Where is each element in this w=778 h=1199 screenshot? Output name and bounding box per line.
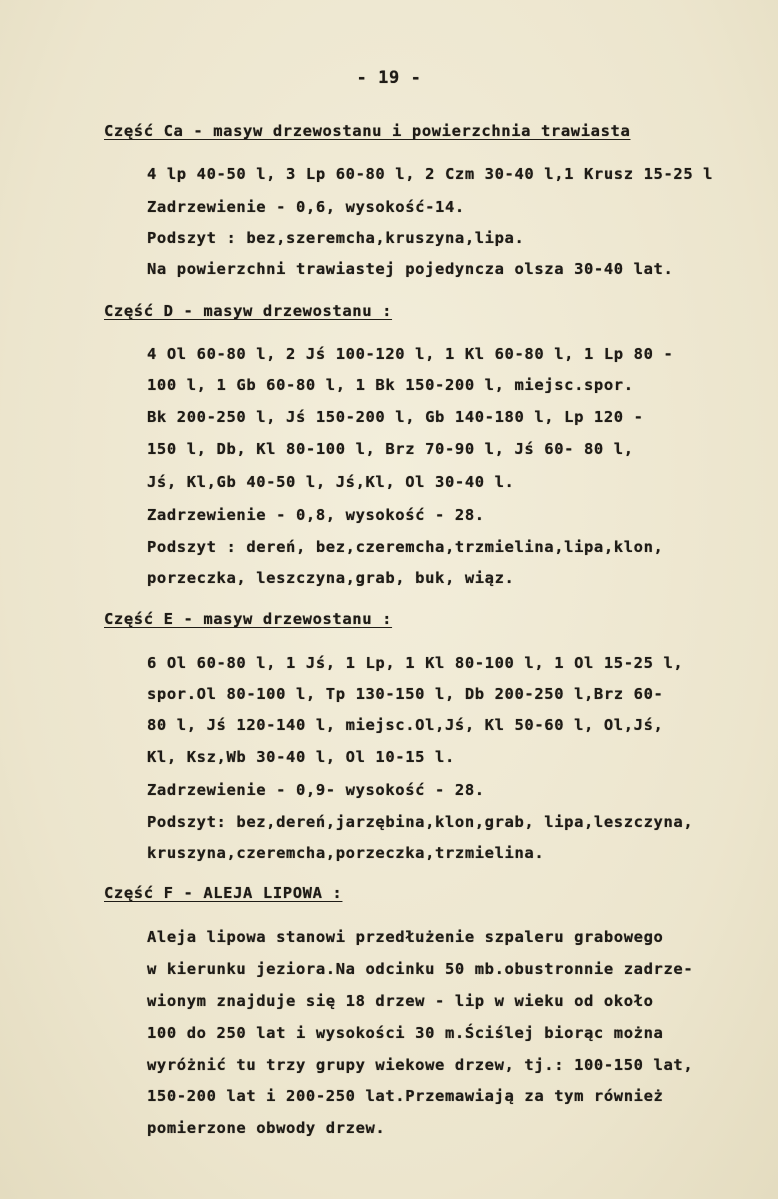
section-ca-line: 4 lp 40-50 l, 3 Lp 60-80 l, 2 Czm 30-40 l,1 Krusz 15-25 l [147,165,714,183]
section-d-line: 100 l, 1 Gb 60-80 l, 1 Bk 150-200 l, miejsc.spor. [147,376,634,394]
section-f-line: Aleja lipowa stanowi przedłużenie szpaleru grabowego [147,928,664,946]
section-e-line: kruszyna,czeremcha,porzeczka,trzmielina. [147,844,545,862]
section-ca-line: Zadrzewienie - 0,6, wysokość-14. [147,198,465,216]
section-d-line: Podszyt : dereń, bez,czeremcha,trzmielina,lipa,klon, [147,538,664,556]
section-f-line: wionym znajduje się 18 drzew - lip w wieku od około [147,992,654,1010]
section-f-line: pomierzone obwody drzew. [147,1119,386,1137]
section-f-line: wyróżnić tu trzy grupy wiekowe drzew, tj.: 100-150 lat, [147,1056,694,1074]
section-ca-line: Na powierzchni trawiastej pojedyncza olsza 30-40 lat. [147,260,674,278]
section-e-line: Kl, Ksz,Wb 30-40 l, Ol 10-15 l. [147,748,455,766]
section-f-line: 100 do 250 lat i wysokości 30 m.Ściślej biorąc można [147,1024,664,1042]
section-ca-line: Podszyt : bez,szeremcha,kruszyna,lipa. [147,229,525,247]
section-d-line: Zadrzewienie - 0,8, wysokość - 28. [147,506,485,524]
section-f-line: w kierunku jeziora.Na odcinku 50 mb.obustronnie zadrze- [147,960,694,978]
section-d-line: 150 l, Db, Kl 80-100 l, Brz 70-90 l, Jś 60- 80 l, [147,440,634,458]
section-e-heading: Część E - masyw drzewostanu : [104,610,393,628]
section-e-line: Podszyt: bez,dereń,jarzębina,klon,grab, lipa,leszczyna, [147,813,694,831]
section-e-line: 6 Ol 60-80 l, 1 Jś, 1 Lp, 1 Kl 80-100 l, 1 Ol 15-25 l, [147,654,684,672]
section-d-line: Bk 200-250 l, Jś 150-200 l, Gb 140-180 l, Lp 120 - [147,408,644,426]
section-d-line: 4 Ol 60-80 l, 2 Jś 100-120 l, 1 Kl 60-80 l, 1 Lp 80 - [147,345,674,363]
section-d-heading: Część D - masyw drzewostanu : [104,302,393,320]
section-f-line: 150-200 lat i 200-250 lat.Przemawiają za tym również [147,1087,664,1105]
section-d-line: porzeczka, leszczyna,grab, buk, wiąz. [147,569,515,587]
section-e-line: Zadrzewienie - 0,9- wysokość - 28. [147,781,485,799]
section-f-heading: Część F - ALEJA LIPOWA : [104,884,343,902]
section-ca-heading: Część Ca - masyw drzewostanu i powierzchnia trawiasta [104,122,631,140]
section-e-line: spor.Ol 80-100 l, Tp 130-150 l, Db 200-250 l,Brz 60- [147,685,664,703]
section-d-line: Jś, Kl,Gb 40-50 l, Jś,Kl, Ol 30-40 l. [147,473,515,491]
page-number: - 19 - [356,68,422,88]
section-e-line: 80 l, Jś 120-140 l, miejsc.Ol,Jś, Kl 50-60 l, Ol,Jś, [147,716,664,734]
